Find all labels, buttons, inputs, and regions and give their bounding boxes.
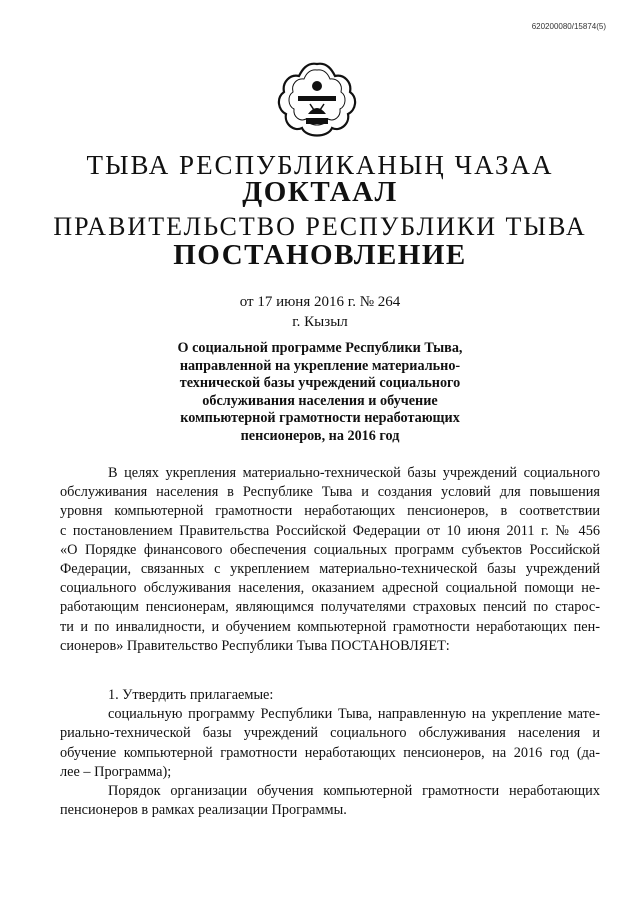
text-line: ти и по инвалидности, и обучением компьютерной грамотности неработающих пен- (60, 618, 600, 635)
document-number: 620200080/15874(5) (531, 22, 606, 31)
header-russian-government: ПРАВИТЕЛЬСТВО РЕСПУБЛИКИ ТЫВА (53, 212, 587, 241)
text-line: работающим пенсионерам, являющимся получателями страховых пенсий по старос- (60, 599, 600, 616)
text-line: 1. Утвердить прилагаемые: (108, 687, 274, 703)
text-line: В целях укрепления материально-технической базы учреждений социального (108, 465, 600, 481)
text-line: уровня компьютерной грамотности неработающих пенсионеров, в соответствии (60, 503, 600, 520)
title-line: обслуживания населения и обучение (202, 392, 438, 409)
title-line: пенсионеров, на 2016 год (240, 427, 400, 444)
header-tuvan-government: ТЫВА РЕСПУБЛИКАНЫҢ ЧАЗАА (86, 150, 554, 180)
preamble-paragraph (60, 464, 600, 656)
text-line: риально-технической базы учреждений социального обслуживания населения и (60, 725, 600, 742)
decree-date: от 17 июня 2016 г. № 264 (239, 294, 401, 310)
text-line: обслуживания населения в Республике Тыва и создания условий для повышения (60, 484, 600, 501)
text-line: обучение компьютерной грамотности неработающих пенсионеров, на 2016 год (да- (60, 744, 600, 761)
text-line: Порядок организации обучения компьютерной грамотности неработающих (108, 783, 600, 800)
item-1-paragraph (60, 686, 600, 820)
title-line: направленной на укрепление материально- (179, 357, 461, 374)
text-line: социальную программу Республики Тыва, направленную на укрепление мате- (108, 706, 600, 723)
text-line: лее – Программа); (60, 763, 172, 780)
decree-title (150, 340, 490, 445)
title-line: компьютерной грамотности неработающих (180, 410, 460, 426)
republic-of-tuva-emblem-icon (272, 56, 362, 144)
text-line: с постановлением Правительства Российской Федерации от 10 июня 2011 г. № 456 (60, 522, 600, 539)
text-line: социального обслуживания населения, оказанием адресной социальной помощи не- (60, 580, 600, 597)
text-line: сионеров» Правительство Республики Тыва ПОСТАНОВЛЯЕТ: (60, 637, 450, 654)
text-line: Федерации, связанных с укреплением материально-технической базы учреждений (60, 561, 600, 578)
title-line: О социальной программе Республики Тыва, (177, 340, 463, 356)
text-line: пенсионеров в рамках реализации Программы. (60, 802, 347, 819)
header-postanovlenie: ПОСТАНОВЛЕНИЕ (173, 239, 467, 271)
title-line: технической базы учреждений социального (179, 375, 461, 391)
decree-city: г. Кызыл (292, 314, 348, 330)
text-line: «О Порядке финансового обеспечения социальных программ субъектов Российской (60, 541, 600, 558)
header-doktaal: ДОКТААЛ (242, 176, 398, 208)
